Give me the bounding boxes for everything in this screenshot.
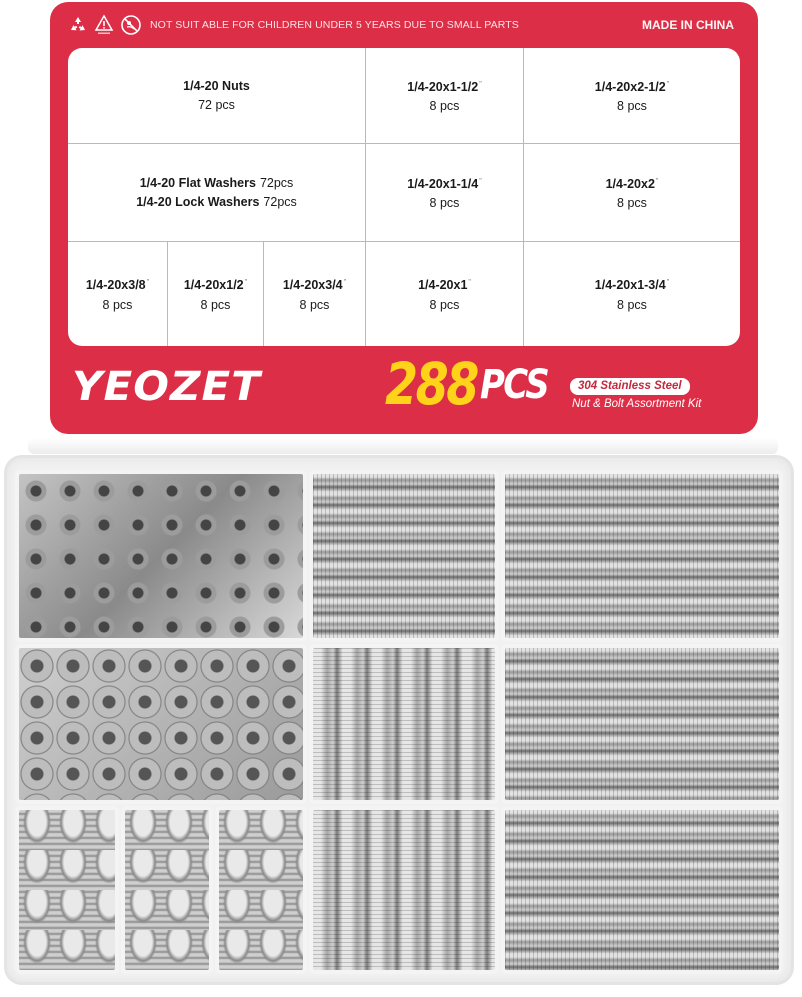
warning-triangle-icon: [94, 14, 114, 36]
material-badge: 304 Stainless Steel: [570, 378, 690, 395]
warning-icons: [68, 14, 142, 36]
cell-title: 1/4-20x3/8": [85, 278, 150, 293]
no-small-children-icon: [120, 14, 142, 36]
cell-title: 1/4-20x1-1/2": [407, 80, 482, 95]
recycle-icon: [68, 15, 88, 35]
cell-qty: 8 pcs: [200, 297, 231, 312]
compartment-bolts-3-4: [215, 806, 307, 974]
origin-label: MADE IN CHINA: [642, 18, 734, 32]
cell-qty: 72 pcs: [198, 97, 235, 112]
box-hinge: [28, 438, 778, 454]
cell-washers: [68, 144, 366, 242]
cell-qty: 8 pcs: [429, 196, 460, 211]
product-label: [50, 2, 758, 434]
warning-text: NOT SUIT ABLE FOR CHILDREN UNDER 5 YEARS DUE TO SMALL PARTS: [150, 19, 519, 31]
piece-count-unit: PCS: [480, 362, 549, 408]
cell-qty: 8 pcs: [429, 99, 460, 114]
product-name: Nut & Bolt Assortment Kit: [572, 398, 702, 410]
compartment-nuts: [15, 470, 307, 642]
cell-title: 1/4-20x3/4": [282, 278, 347, 293]
flat-washers-line: 1/4-20 Flat Washers 72pcs: [139, 175, 294, 190]
compartment-bolts-2: [501, 644, 783, 804]
cell-title: 1/4-20 Nuts: [183, 78, 250, 93]
cell-title: 1/4-20x1-1/4": [407, 177, 482, 192]
compartment-bolts-1-2: [121, 806, 213, 974]
lock-washers-line: 1/4-20 Lock Washers 72pcs: [136, 194, 297, 209]
compartment-bolts-1-1-2: [309, 470, 499, 642]
compartment-bolts-1-1-4: [309, 644, 499, 804]
cell-bolt-1-2: [168, 242, 264, 346]
piece-count: 288: [385, 350, 477, 418]
cell-title: 1/4-20x2-1/2": [594, 80, 670, 95]
compartment-washers: [15, 644, 307, 804]
compartment-bolts-1-3-4: [501, 806, 783, 974]
cell-qty: 8 pcs: [299, 297, 330, 312]
contents-grid: [68, 48, 740, 346]
cell-bolt-2-1-2: [524, 48, 740, 144]
compartment-bolts-1: [309, 806, 499, 974]
cell-title: 1/4-20x1": [418, 278, 471, 293]
warning-strip: [50, 2, 758, 48]
cell-bolt-2: [524, 144, 740, 242]
cell-bolt-3-8: [68, 242, 168, 346]
compartment-bolts-2-1-2: [501, 470, 783, 642]
compartment-bolts-3-8: [15, 806, 119, 974]
brand-logo: [72, 364, 292, 416]
cell-bolt-1-1-4: [366, 144, 524, 242]
cell-bolt-1-3-4: [524, 242, 740, 346]
cell-title: 1/4-20x1-3/4": [594, 278, 670, 293]
cell-bolt-1-1-2: [366, 48, 524, 144]
cell-title: 1/4-20x2": [605, 177, 659, 192]
cell-bolt-3-4: [264, 242, 366, 346]
organizer-box: [4, 455, 794, 985]
cell-bolt-1: [366, 242, 524, 346]
cell-qty: 8 pcs: [617, 99, 647, 114]
cell-qty: 8 pcs: [429, 297, 460, 312]
cell-qty: 8 pcs: [617, 196, 647, 211]
cell-title: 1/4-20x1/2": [183, 278, 248, 293]
cell-nuts: [68, 48, 366, 144]
brand-logo-text: YEOZET: [72, 364, 261, 410]
cell-qty: 8 pcs: [102, 297, 133, 312]
cell-qty: 8 pcs: [617, 297, 647, 312]
brand-row: [50, 346, 758, 434]
